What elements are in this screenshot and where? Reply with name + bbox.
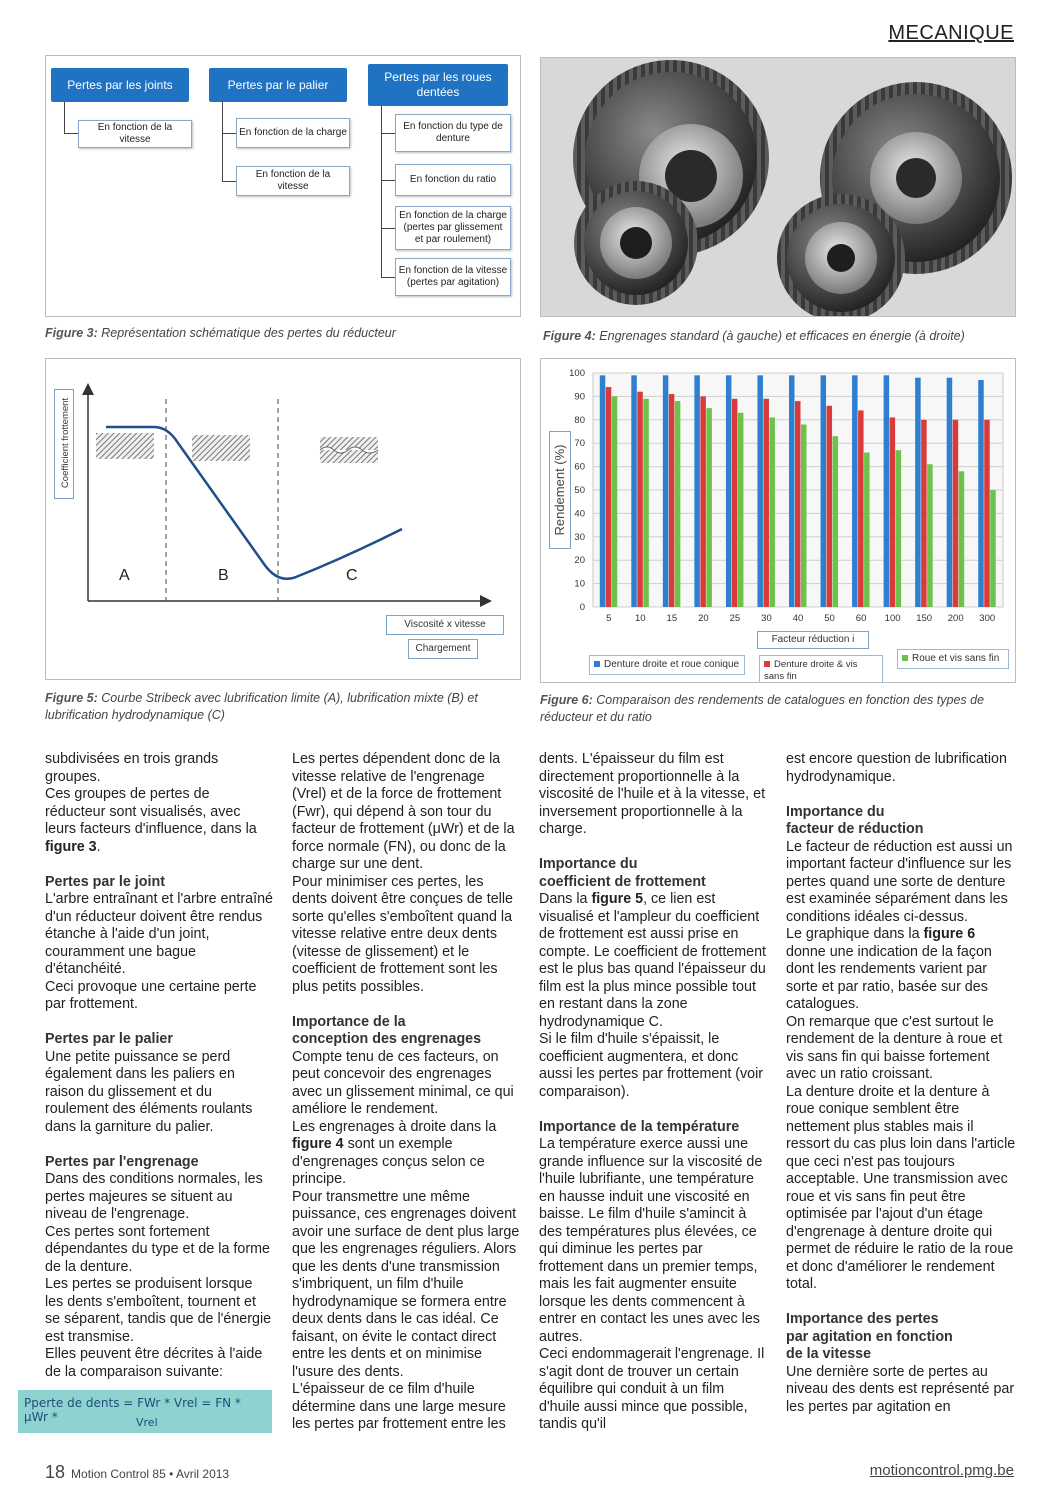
paragraph: Si le film d'huile s'épaissit, le coefficient augmentera, et donc aussi les pertes par frottement (voir comparaison).	[539, 1031, 764, 1100]
subheading: Pertes par le joint	[45, 873, 165, 890]
paragraph: Ces groupes de pertes de réducteur sont visualisés, avec leurs facteurs d'influence, dans la figure 3.	[45, 786, 257, 855]
paragraph: On remarque que c'est surtout le rendement de la denture à roue et vis sans fin qui baisse fortement avec un ratio croissant.	[786, 1013, 1003, 1082]
subheading: facteur de réduction	[786, 821, 924, 837]
y-tick-label: 0	[579, 602, 585, 613]
chart-ylabel-box: Rendement (%)	[549, 431, 571, 549]
paragraph: L'épaisseur de ce film d'huile détermine dans une large mesure les pertes par frottement entre les	[292, 1381, 506, 1432]
y-tick-label: 70	[574, 438, 585, 450]
bar-3-30	[769, 417, 775, 607]
bar-1-300	[978, 380, 984, 607]
paragraph: Pour minimiser ces pertes, les dents doivent être conçues de telle sorte qu'elles s'emboîtent quand la vitesse relative entre deux dents (vitesse de glissement) et le coefficient de frottement sont les plus petits possibles.	[292, 873, 513, 995]
subheading: Importance des pertes	[786, 1311, 939, 1327]
y-tick-label: 10	[574, 578, 585, 590]
paragraph: La température exerce aussi une grande influence sur la viscosité de l'huile lubrifiante, une température en hausse induit une viscosité en baisse. Le film d'huile s'amincit à des températures plus élevées, ce qui diminue les pertes par frottement dans un premier temps, mais les fait augmenter ensuite lorsque les dents commencent à entrer en contact les unes avec les autres.	[539, 1136, 763, 1345]
header-box-palier: Pertes par le palier	[209, 68, 347, 102]
paragraph: Les engrenages à droite dans la figure 4 sont un exemple d'engrenages conçus selon ce principe.	[292, 1118, 497, 1187]
figure-5-caption: Figure 5: Courbe Stribeck avec lubrification limite (A), lubrification mixte (B) et lubrification hydrodynamique (C)	[45, 691, 478, 722]
bar-3-150	[927, 464, 933, 607]
bar-2-60	[858, 410, 864, 607]
figure-6-efficiency-chart	[540, 358, 1016, 683]
bar-1-100	[884, 375, 890, 607]
footer-url-link[interactable]: motioncontrol.pmg.be	[869, 1462, 1014, 1479]
y-tick-label: 50	[574, 485, 585, 496]
x-axis-label-load: Chargement	[408, 639, 478, 659]
legend-item-2: Denture droite & vis sans fin	[759, 655, 883, 683]
x-tick-label: 200	[947, 613, 964, 624]
bar-3-10	[643, 399, 649, 607]
paragraph: La denture droite et la denture à roue conique semblent être nettement plus stables mais il ressort du cas plus loin dans l'article que ceci n'est pas toujours acceptable. Une transmission avec roue et vis sans fin peut être optimisée par l'ajout d'un étage d'engrenage à denture droite qui permet de réduire le ratio de la roue et donc d'améliorer le rendement total.	[786, 1083, 1016, 1292]
legend-item-3: Roue et vis sans fin	[897, 649, 1009, 669]
header-box-joints: Pertes par les joints	[51, 68, 189, 102]
bar-2-10	[637, 392, 643, 607]
x-tick-label: 5	[606, 613, 612, 624]
gears-illustration	[541, 58, 1016, 317]
figure-4-gears-photo	[540, 57, 1016, 317]
x-tick-label: 15	[666, 613, 678, 624]
bar-3-15	[675, 401, 681, 607]
paragraph: Une petite puissance se perd également dans les paliers en raison du glissement et du roulement des éléments roulants dans la garniture du palier.	[45, 1048, 253, 1135]
bar-3-5	[612, 396, 618, 607]
bar-1-60	[852, 375, 858, 607]
bar-3-50	[833, 436, 839, 607]
x-tick-label: 10	[635, 613, 646, 624]
x-tick-label: 40	[792, 613, 804, 624]
issue-info: Motion Control 85 • Avril 2013	[71, 1467, 230, 1481]
bar-2-20	[700, 396, 706, 607]
bar-3-60	[864, 453, 870, 607]
subheading: Importance du	[786, 803, 885, 820]
y-tick-label: 60	[574, 461, 585, 473]
page-number: 18	[45, 1462, 66, 1482]
y-axis-label-box: Coefficient frottement	[54, 389, 74, 499]
paragraph: Ces pertes sont fortement dépendantes du type et de la forme de la denture.	[45, 1223, 270, 1275]
y-tick-label: 90	[574, 391, 585, 403]
text-column-4	[786, 751, 1016, 1416]
subheading: Importance du	[539, 856, 638, 872]
bar-2-50	[827, 406, 833, 607]
bar-2-25	[732, 399, 738, 607]
bar-1-30	[757, 375, 763, 607]
sub-box-roues-charge: En fonction de la charge (pertes par glissement et par roulement)	[395, 206, 511, 250]
chart-xlabel: Facteur réduction i	[757, 631, 869, 649]
x-tick-label: 20	[698, 613, 709, 624]
bar-1-5	[600, 375, 606, 607]
sub-box-roues-vitesse: En fonction de la vitesse (pertes par agitation)	[395, 258, 511, 296]
x-tick-label: 60	[855, 613, 867, 624]
bar-3-300	[990, 490, 996, 607]
x-tick-label: 50	[824, 613, 835, 624]
bar-3-100	[896, 450, 902, 607]
paragraph: Dans la figure 5, ce lien est visualisé et l'ampleur du coefficient de frottement est aussi prise en compte. Le coefficient de frottement est le plus bas quand l'épaisseur du film est la plus mince possible tout en restant dans la zone hydrodynamique C.	[539, 891, 767, 1030]
bar-2-40	[795, 401, 801, 607]
sub-box-joints-vitesse: En fonction de la vitesse	[78, 120, 192, 148]
paragraph: subdivisées en trois grands groupes.	[45, 751, 219, 785]
text-column-3	[539, 751, 769, 1434]
bar-1-200	[947, 378, 953, 607]
y-tick-label: 100	[569, 368, 585, 379]
zone-label-c: C	[346, 567, 358, 584]
bar-2-5	[606, 387, 612, 607]
x-tick-label: 100	[884, 613, 901, 624]
bar-1-40	[789, 375, 795, 607]
paragraph: Ceci endommagerait l'engrenage. Il s'agit dont de trouver un certain équilibre qui conduit à un film d'huile aussi mince que possible, tandis qu'il	[539, 1346, 765, 1432]
figure-4-caption: Figure 4: Engrenages standard (à gauche) et efficaces en énergie (à droite)	[543, 329, 965, 343]
legend-item-1: Denture droite et roue conique	[589, 655, 745, 675]
bar-1-15	[663, 375, 669, 607]
sub-box-roues-ratio: En fonction du ratio	[395, 164, 511, 196]
bar-1-25	[726, 375, 732, 607]
x-tick-label: 25	[729, 613, 741, 624]
paragraph: Elles peuvent être décrites à l'aide de la comparaison suivante:	[45, 1346, 263, 1380]
bar-2-30	[763, 399, 769, 607]
subheading: Pertes par l'engrenage	[45, 1153, 199, 1170]
figure-6-caption: Figure 6: Comparaison des rendements de catalogues en fonction des types de réducteur et du ratio	[540, 693, 985, 724]
sub-box-palier-vitesse: En fonction de la vitesse	[236, 166, 350, 196]
bar-2-300	[984, 420, 990, 607]
subheading: Importance de la	[292, 1013, 406, 1030]
zone-label-b: B	[218, 567, 229, 584]
subheading: coefficient de frottement	[539, 873, 706, 890]
section-title: MECANIQUE	[888, 22, 1014, 44]
bar-3-25	[738, 413, 744, 607]
paragraph: Ceci provoque une certaine perte par frottement.	[45, 978, 257, 1012]
text-column-1	[45, 751, 273, 1381]
paragraph: Le graphique dans la figure 6 donne une indication de la façon dont les rendements varient par sorte et par ratio, basée sur des catalogues.	[786, 926, 992, 1012]
x-axis-label-viscosity: Viscosité x vitesse	[386, 615, 504, 635]
formula-line-2: Vrel	[136, 1416, 158, 1429]
sub-box-roues-type: En fonction du type de denture	[395, 114, 511, 152]
bar-3-40	[801, 424, 807, 607]
subheading: conception des engrenages	[292, 1031, 482, 1047]
y-tick-label: 40	[574, 508, 585, 520]
figure-3-caption: Figure 3: Représentation schématique des pertes du réducteur	[45, 326, 396, 340]
paragraph: est encore question de lubrification hydrodynamique.	[786, 751, 1007, 785]
y-tick-label: 20	[574, 555, 585, 567]
subheading: par agitation en fonction	[786, 1328, 953, 1345]
header-box-roues: Pertes par les roues dentées	[368, 64, 508, 106]
zone-label-a: A	[119, 567, 130, 584]
bar-3-20	[706, 408, 712, 607]
x-tick-label: 300	[979, 613, 996, 624]
y-tick-label: 80	[574, 414, 585, 426]
bar-1-50	[821, 375, 827, 607]
x-tick-label: 30	[761, 613, 772, 624]
paragraph: Dans des conditions normales, les pertes majeures se situent au niveau de l'engrenage.	[45, 1171, 263, 1222]
y-tick-label: 30	[574, 531, 585, 543]
paragraph: L'arbre entraînant et l'arbre entraîné d'un réducteur doivent être rendus étanche à l'aide d'un joint, couramment une bague d'étanchéité.	[45, 891, 273, 977]
formula-line-1: Pperte de dents = FWr * Vrel = FN * μWr *	[24, 1396, 241, 1424]
x-tick-label: 150	[916, 613, 933, 624]
paragraph: dents. L'épaisseur du film est directement proportionnelle à la viscosité de l'huile et à la vitesse, et inversement proportionnelle à la charge.	[539, 751, 766, 837]
bar-2-100	[890, 417, 896, 607]
bar-2-150	[921, 420, 927, 607]
text-column-2	[292, 751, 520, 1434]
paragraph: Pour transmettre une même puissance, ces engrenages doivent avoir une surface de dent plus large que les engrenages réguliers. Alors que les dents d'une transmission s'imbriquent, un film d'huile hydrodynamique se formera entre deux dents dans le cas idéal. Ce faisant, on évite le contact direct entre les dents et on minimise l'usure des dents.	[292, 1188, 520, 1380]
paragraph: Le facteur de réduction est aussi un important facteur d'influence sur les pertes quand une sorte de denture est examinée séparément dans les conditions idéales ci-dessus.	[786, 838, 1013, 925]
figure-5-stribeck-curve	[45, 358, 521, 680]
bar-2-200	[953, 420, 959, 607]
bar-2-15	[669, 394, 675, 607]
subheading: Pertes par le palier	[45, 1031, 173, 1047]
figure-3-diagram	[45, 55, 521, 317]
bar-1-20	[694, 375, 700, 607]
paragraph: Une dernière sorte de pertes au niveau des dents est représenté par les pertes par agitation en	[786, 1363, 1015, 1415]
bar-3-200	[959, 471, 965, 607]
footer-issue	[45, 1462, 229, 1483]
bar-1-150	[915, 378, 921, 607]
sub-box-palier-charge: En fonction de la charge	[236, 118, 350, 148]
paragraph: Les pertes se produisent lorsque les dents s'emboîtent, tournent et se séparent, tandis que de l'énergie est transmise.	[45, 1276, 272, 1345]
bar-1-10	[631, 375, 637, 607]
subheading: Importance de la température	[539, 1118, 740, 1135]
formula-box	[18, 1390, 272, 1433]
paragraph: Compte tenu de ces facteurs, on peut concevoir des engrenages avec un glissement minimal, ce qui améliore le rendement.	[292, 1048, 514, 1117]
subheading: de la vitesse	[786, 1346, 872, 1362]
paragraph: Les pertes dépendent donc de la vitesse relative de l'engrenage (Vrel) et de la force de frottement (Fwr), qui dépend à son tour du facteur de frottement (μWr) et de la force normale (FN), ou donc de la charge sur une dent.	[292, 751, 515, 872]
